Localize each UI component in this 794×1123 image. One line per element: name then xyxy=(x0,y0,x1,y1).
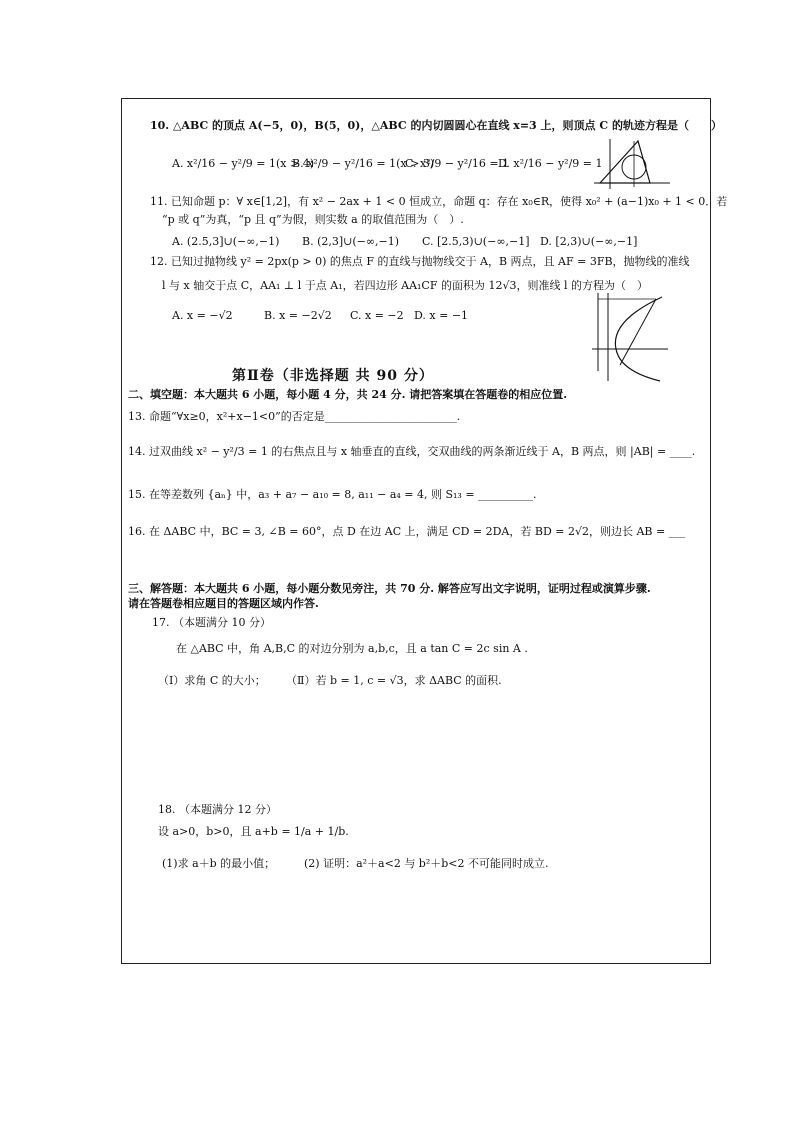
q17-stem: 在 △ABC 中，角 A,B,C 的对边分别为 a,b,c，且 a tan C = 2c sin A . xyxy=(176,642,528,655)
solve-intro-line1: 三、解答题：本大题共 6 小题，每小题分数见旁注，共 70 分. 解答应写出文字说明，证明过程或演算步骤. xyxy=(128,582,651,595)
q17-part1: （Ⅰ）求角 C 的大小； xyxy=(158,674,266,687)
q16: 16. 在 ΔABC 中，BC = 3, ∠B = 60°，点 D 在边 AC 上，满足 CD = 2DA，若 BD = 2√2，则边长 AB = ___ xyxy=(128,525,686,538)
q17-part2: （Ⅱ）若 b = 1, c = √3，求 ΔABC 的面积. xyxy=(286,674,502,687)
q10-option-c: C. x²/9 − y²/16 = 1 xyxy=(405,157,510,170)
solve-intro-line2: 请在答题卷相应题目的答题区域内作答. xyxy=(128,597,319,610)
q11-line1: 11. 已知命题 p：∀ x∈[1,2]，有 x² − 2ax + 1 < 0 恒成立，命题 q：存在 x₀∈R，使得 x₀² + (a−1)x₀ + 1 < 0．若 xyxy=(150,195,728,208)
q12-line2: l 与 x 轴交于点 C，AA₁ ⊥ l 于点 A₁，若四边形 AA₁CF 的面积为 12√3，则准线 l 的方程为（ ） xyxy=(162,279,648,292)
q12-option-c: C. x = −2 xyxy=(350,309,404,322)
q15: 15. 在等差数列 {aₙ} 中，a₃ + a₇ − a₁₀ = 8, a₁₁ − a₄ = 4, 则 S₁₃ = __________. xyxy=(128,488,537,501)
q10-option-a: A. x²/16 − y²/9 = 1(x > 4) xyxy=(172,157,314,170)
q11-line2: “p 或 q”为真，“p 且 q”为假，则实数 a 的取值范围为（ ）. xyxy=(162,213,464,226)
q18-heading: 18. （本题满分 12 分） xyxy=(158,803,277,816)
q11-option-c: C. [2.5,3)∪(−∞,−1] xyxy=(422,235,530,248)
q11-option-d: D. [2,3)∪(−∞,−1] xyxy=(540,235,638,248)
section2-title: 第Ⅱ卷（非选择题 共 90 分） xyxy=(232,368,434,384)
q18-stem: 设 a>0，b>0，且 a+b = 1/a + 1/b. xyxy=(158,825,349,838)
q10-option-b: B. x²/9 − y²/16 = 1(x > 3) xyxy=(292,157,435,170)
q18-part1: (1)求 a＋b 的最小值； xyxy=(162,857,276,870)
q12-option-a: A. x = −√2 xyxy=(172,309,233,322)
q11-option-a: A. (2.5,3]∪(−∞,−1) xyxy=(172,235,280,248)
fill-in-intro: 二、填空题：本大题共 6 小题，每小题 4 分，共 24 分. 请把答案填在答题卷的相应位置. xyxy=(128,388,568,401)
q17-heading: 17. （本题满分 10 分） xyxy=(152,616,271,629)
q12-option-b: B. x = −2√2 xyxy=(264,309,332,322)
q12-line1: 12. 已知过抛物线 y² = 2px(p > 0) 的焦点 F 的直线与抛物线交于 A，B 两点，且 AF = 3FB，抛物线的准线 xyxy=(150,255,690,268)
q13: 13. 命题“∀x≥0，x²+x−1<0”的否定是________________________. xyxy=(128,410,461,423)
q12-option-d: D. x = −1 xyxy=(414,309,469,322)
q10-triangle-figure xyxy=(592,137,672,191)
q18-part2: (2) 证明：a²＋a<2 与 b²＋b<2 不可能同时成立. xyxy=(304,857,549,870)
q12-parabola-figure xyxy=(590,291,670,383)
q11-option-b: B. (2,3]∪(−∞,−1) xyxy=(302,235,400,248)
exam-page xyxy=(121,98,728,964)
q10-stem: 10. △ABC 的顶点 A(−5，0)，B(5，0)，△ABC 的内切圆圆心在直线 x=3 上，则顶点 C 的轨迹方程是（ ） xyxy=(150,119,722,132)
q14: 14. 过双曲线 x² − y²/3 = 1 的右焦点且与 x 轴垂直的直线，交双曲线的两条渐近线于 A，B 两点，则 |AB| = ____. xyxy=(128,445,696,458)
q10-option-d: D. x²/16 − y²/9 = 1 xyxy=(498,157,603,170)
